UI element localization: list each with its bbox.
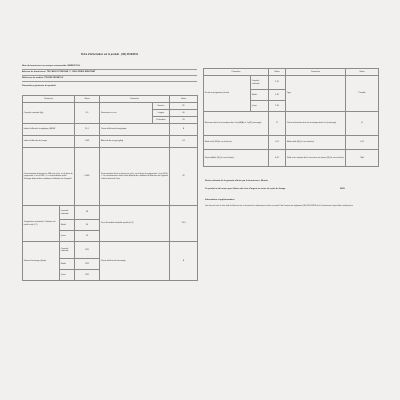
address-label: Adresse du fournisseur: (22, 71, 47, 73)
param-value: 0,680 (75, 148, 100, 206)
warranty-text: Durée minimale de la garantie offerte par le fournisseur: 24mois (205, 180, 269, 182)
param-label: Consommation d'eau en litres par cycle, sur la base du programme « éco 40-60 ». La consommation réelle d'eau dépend des conditions d'utilisation de l'appareil et de la dureté de l'eau (100, 148, 170, 206)
param-value: N/A (346, 150, 379, 167)
param-label: Indice d'efficacité énergétique (EEI)W (23, 124, 75, 136)
col-header: Valeur (269, 69, 286, 76)
param-value: 24 (75, 231, 100, 242)
param-sub-label: Largeur (153, 110, 170, 117)
param-value: 1151 (75, 259, 100, 270)
param-sub-label: Quart (251, 101, 269, 112)
param-sub-label: Profondeur (153, 117, 170, 124)
param-value: 53,9 (170, 206, 198, 242)
param-label: Mode arrêt (W) (le cas échéant) (204, 136, 269, 150)
param-value: 4,00 (269, 150, 286, 167)
param-label: Indice d'efficacité de lavage (23, 136, 75, 148)
param-label: Taux d'humidité résiduelle pondéré (%) (100, 206, 170, 242)
param-sub-label: Hauteur (153, 103, 170, 110)
param-value: 0,11 (346, 136, 379, 150)
param-value: 34 (75, 220, 100, 231)
param-sub-label: Quart (60, 231, 75, 242)
general-params-table (22, 95, 198, 281)
param-value: 4,9 (170, 136, 198, 148)
param-value: 51,5 (75, 124, 100, 136)
param-value: B (170, 242, 198, 281)
col-header: Valeur (75, 96, 100, 103)
col-header: Paramètre (23, 96, 75, 103)
param-value: 85 (170, 103, 198, 110)
supplier-value: WHIRLPOOL (67, 65, 81, 67)
col-header: Valeur (346, 69, 379, 76)
address-value: TW CARLO POMCIAR, 1, 13016 PERSI INDUTRAT (46, 71, 96, 73)
param-value: 6,5 (75, 103, 100, 124)
param-label: Dimensions en cm (100, 103, 153, 124)
param-label: Consommation d'énergie en kWh par cycle, sur la base du programme « éco 40-60 ». La consommation réelle d'énergie dépend des conditions d'utilisation de l'appareil (23, 148, 75, 206)
param-value: B (346, 112, 379, 136)
param-value: B (170, 124, 198, 136)
model-label: Référence du modèle: (22, 77, 44, 79)
param-sub-label: Moitié (60, 259, 75, 270)
section-general-title: Paramètres généraux du produit (22, 85, 56, 87)
param-value: 2:45 (269, 90, 286, 101)
silver-ions-text: Ce produit a été conçu pour libérer des ions d'argent au cours du cycle de lavage (205, 188, 286, 190)
param-value: 38 (75, 206, 100, 220)
title-line: Fiche d'information sur le produit - (UE) 2019/2014 (80, 53, 139, 56)
param-label: Vitesse d'essorage (tr/min) (23, 242, 60, 281)
param-value: 1,031 (75, 136, 100, 148)
param-label: Classe d'émission de bruit acoustique dans l'air (essorage) (286, 112, 346, 136)
additional-info-text: Lien Internet vers le site web du fabricant où se trouvent les informations visées au point 9 de l'annexe du règlement (UE) 2019/2023 de la Commission: https://docs.whirlpool.eu (205, 205, 353, 207)
document-title (22, 53, 197, 56)
param-sub-label: Capacité nominale (60, 206, 75, 220)
param-label: Classe d'efficacité énergétique (100, 124, 170, 136)
param-label: Durée du programme (h:min) (204, 76, 251, 112)
param-label: Efficacité de rinçage (g/kg) (100, 136, 170, 148)
param-label: Départ différé (W) (le cas échéant) (204, 150, 269, 167)
param-value: 42 (170, 148, 198, 206)
col-header: Paramètre (100, 96, 170, 103)
param-sub-label: Moitié (60, 220, 75, 231)
param-label: Capacité nominale (kg) (23, 103, 75, 124)
col-header: Valeur (170, 96, 198, 103)
col-header: Paramètre (286, 69, 346, 76)
param-label: Veille avec maintien de la connexion au réseau (W) (le cas échéant) (286, 150, 346, 167)
param-label: Température maximale à l'intérieur du textile traité (°C) (23, 206, 60, 242)
silver-ions-value: NON (340, 188, 345, 190)
param-label: Classe d'efficacité d'essorage (100, 242, 170, 281)
model-row (22, 76, 197, 82)
right-params-table (203, 68, 379, 167)
param-label: Type (286, 76, 346, 112)
param-label: Émissions de bruit acoustique dans l'air (dB(A) re 1 pW) (essorage) (204, 112, 269, 136)
param-sub-label: Capacité nominale (60, 242, 75, 259)
param-sub-label: Capacité nominale (251, 76, 269, 90)
additional-info-title: Informations supplémentaires (205, 199, 235, 201)
param-value: 3:15 (269, 76, 286, 90)
param-sub-label: Moitié (251, 90, 269, 101)
param-value: 1151 (75, 270, 100, 281)
param-value: 77 (269, 112, 286, 136)
param-label: Mode veille (W) (le cas échéant) (286, 136, 346, 150)
param-value: 43 (170, 117, 198, 124)
param-value: 1151 (75, 242, 100, 259)
param-value: 60 (170, 110, 198, 117)
param-sub-label: Quart (60, 270, 75, 281)
param-value: 0,11 (269, 136, 286, 150)
param-value: 2:30 (269, 101, 286, 112)
supplier-label: Nom du fournisseur ou marque commerciale: (22, 65, 67, 67)
param-value: Posable (346, 76, 379, 112)
col-header: Paramètre (204, 69, 269, 76)
model-value: TDLR65 FEU0819 II (44, 77, 64, 79)
